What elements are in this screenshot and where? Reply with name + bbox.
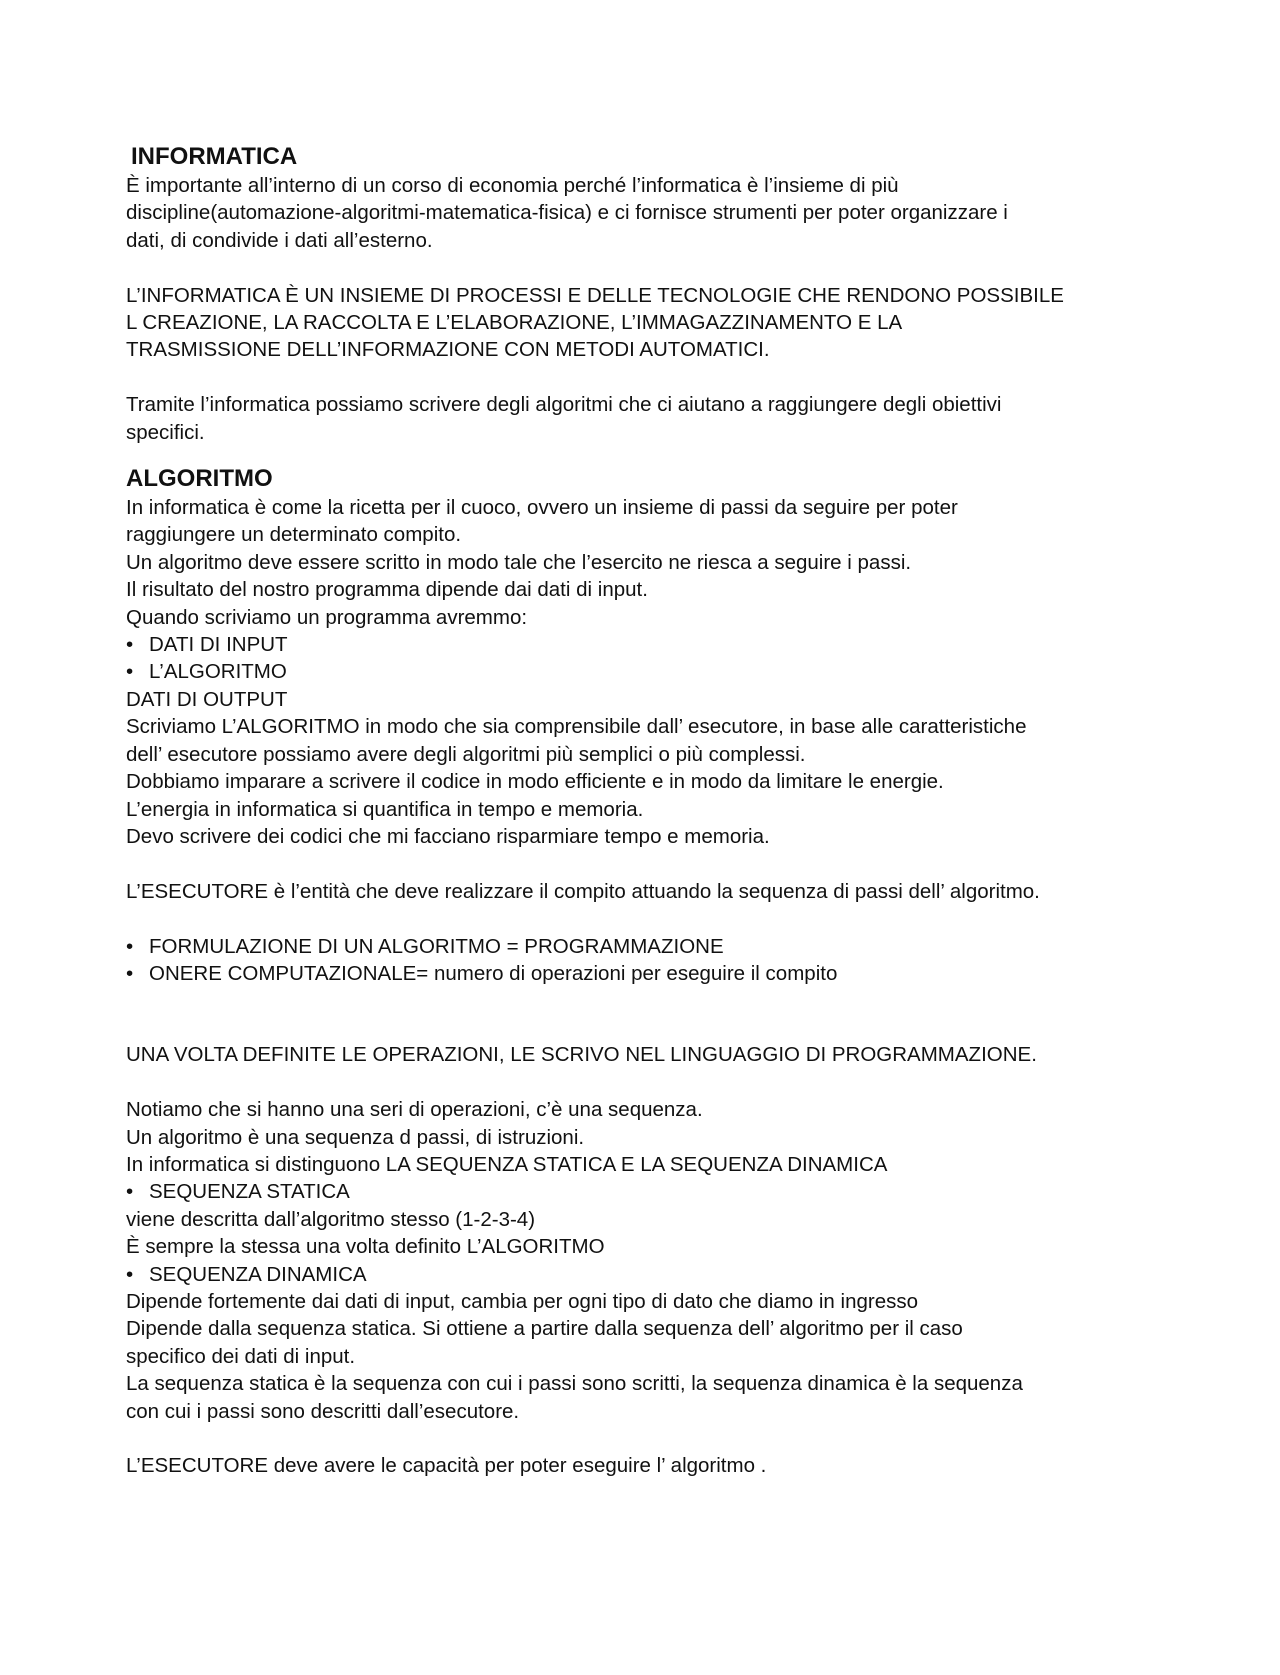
text-line: specifici. (126, 420, 205, 444)
list-item (126, 658, 1186, 685)
list-item-label: DATI DI INPUT (149, 633, 288, 657)
text-line: Un algoritmo è una sequenza d passi, di istruzioni. (126, 1125, 585, 1149)
list-item (126, 933, 1186, 960)
text-line: discipline(automazione-algoritmi-matematica-fisica) e ci fornisce strumenti per poter organizzare i (126, 201, 1008, 225)
text-line: Dipende fortemente dai dati di input, cambia per ogni tipo di dato che diamo in ingresso (126, 1289, 919, 1313)
text-line: Il risultato del nostro programma dipende dai dati di input. (126, 578, 648, 602)
paragraph-spacer (126, 364, 1186, 391)
bullet-marker: • (126, 633, 134, 657)
text-line: dati, di condivide i dati all’esterno. (126, 228, 433, 252)
text-line: dell’ esecutore possiamo avere degli algoritmi più semplici o più complessi. (126, 742, 806, 766)
list-item-label: ONERE COMPUTAZIONALE= numero di operazioni per eseguire il compito (149, 961, 838, 985)
text-line: In informatica è come la ricetta per il cuoco, ovvero un insieme di passi da seguire per poter (126, 496, 958, 520)
text-line: È sempre la stessa una volta definito L’ALGORITMO (126, 1235, 605, 1259)
list-item (126, 631, 1186, 658)
text-line: Scriviamo L’ALGORITMO in modo che sia comprensibile dall’ esecutore, in base alle caratteristiche (126, 715, 1027, 739)
list-item (126, 1178, 1186, 1205)
text-line: La sequenza statica è la sequenza con cui i passi sono scritti, la sequenza dinamica è la sequenza (126, 1372, 1023, 1396)
text-line: DATI DI OUTPUT (126, 687, 288, 711)
paragraph-spacer (126, 1069, 1186, 1096)
text-line: Dipende dalla sequenza statica. Si ottiene a partire dalla sequenza dell’ algoritmo per il caso (126, 1317, 963, 1341)
document-page (126, 142, 1186, 1480)
text-line: Dobbiamo imparare a scrivere il codice in modo efficiente e in modo da limitare le energie. (126, 770, 944, 794)
heading-informatica: INFORMATICA (131, 143, 298, 170)
bullet-marker: • (126, 934, 134, 958)
list-item-label: SEQUENZA DINAMICA (149, 1262, 367, 1286)
text-line: Quando scriviamo un programma avremmo: (126, 605, 528, 629)
text-line: con cui i passi sono descritti dall’esecutore. (126, 1399, 520, 1423)
paragraph-spacer (126, 905, 1186, 932)
text-line: viene descritta dall’algoritmo stesso (1-2-3-4) (126, 1207, 536, 1231)
text-line: È importante all’interno di un corso di economia perché l’informatica è l’insieme di più (126, 174, 899, 197)
paragraph-spacer (126, 254, 1186, 281)
text-line: Notiamo che si hanno una seri di operazioni, c’è una sequenza. (126, 1098, 703, 1122)
text-line: L CREAZIONE, LA RACCOLTA E L’ELABORAZIONE, L’IMMAGAZZINAMENTO E LA (126, 311, 903, 335)
text-line: L’INFORMATICA È UN INSIEME DI PROCESSI E DELLE TECNOLOGIE CHE RENDONO POSSIBILE (126, 283, 1064, 307)
text-line: specifico dei dati di input. (126, 1344, 356, 1368)
heading-algoritmo: ALGORITMO (126, 465, 273, 493)
paragraph-spacer (126, 987, 1186, 1041)
list-item-label: L’ALGORITMO (149, 660, 287, 684)
text-line: UNA VOLTA DEFINITE LE OPERAZIONI, LE SCRIVO NEL LINGUAGGIO DI PROGRAMMAZIONE. (126, 1043, 1037, 1067)
text-line: L’ESECUTORE deve avere le capacità per poter eseguire l’ algoritmo . (126, 1454, 767, 1478)
text-line: In informatica si distinguono LA SEQUENZA STATICA E LA SEQUENZA DINAMICA (126, 1152, 888, 1176)
bullet-marker: • (126, 961, 134, 985)
list-item (126, 1261, 1186, 1288)
paragraph-spacer (126, 850, 1186, 877)
list-item-label: FORMULAZIONE DI UN ALGORITMO = PROGRAMMAZIONE (149, 934, 724, 958)
paragraph-spacer (126, 1425, 1186, 1452)
bullet-marker: • (126, 660, 134, 684)
bullet-marker: • (126, 1180, 134, 1204)
bullet-marker: • (126, 1262, 134, 1286)
text-line: raggiungere un determinato compito. (126, 523, 462, 547)
text-line: Tramite l’informatica possiamo scrivere degli algoritmi che ci aiutano a raggiungere degli obiettivi (126, 393, 1002, 417)
text-line: Devo scrivere dei codici che mi facciano risparmiare tempo e memoria. (126, 824, 770, 848)
text-line: TRASMISSIONE DELL’INFORMAZIONE CON METODI AUTOMATICI. (126, 338, 770, 362)
paragraph-spacer (126, 446, 1186, 464)
text-line: L’energia in informatica si quantifica in tempo e memoria. (126, 797, 644, 821)
list-item-label: SEQUENZA STATICA (149, 1180, 350, 1204)
text-line: L’ESECUTORE è l’entità che deve realizzare il compito attuando la sequenza di passi dell’ algoritmo. (126, 879, 1040, 903)
text-line: Un algoritmo deve essere scritto in modo tale che l’esercito ne riesca a seguire i passi. (126, 550, 912, 574)
list-item (126, 960, 1186, 987)
